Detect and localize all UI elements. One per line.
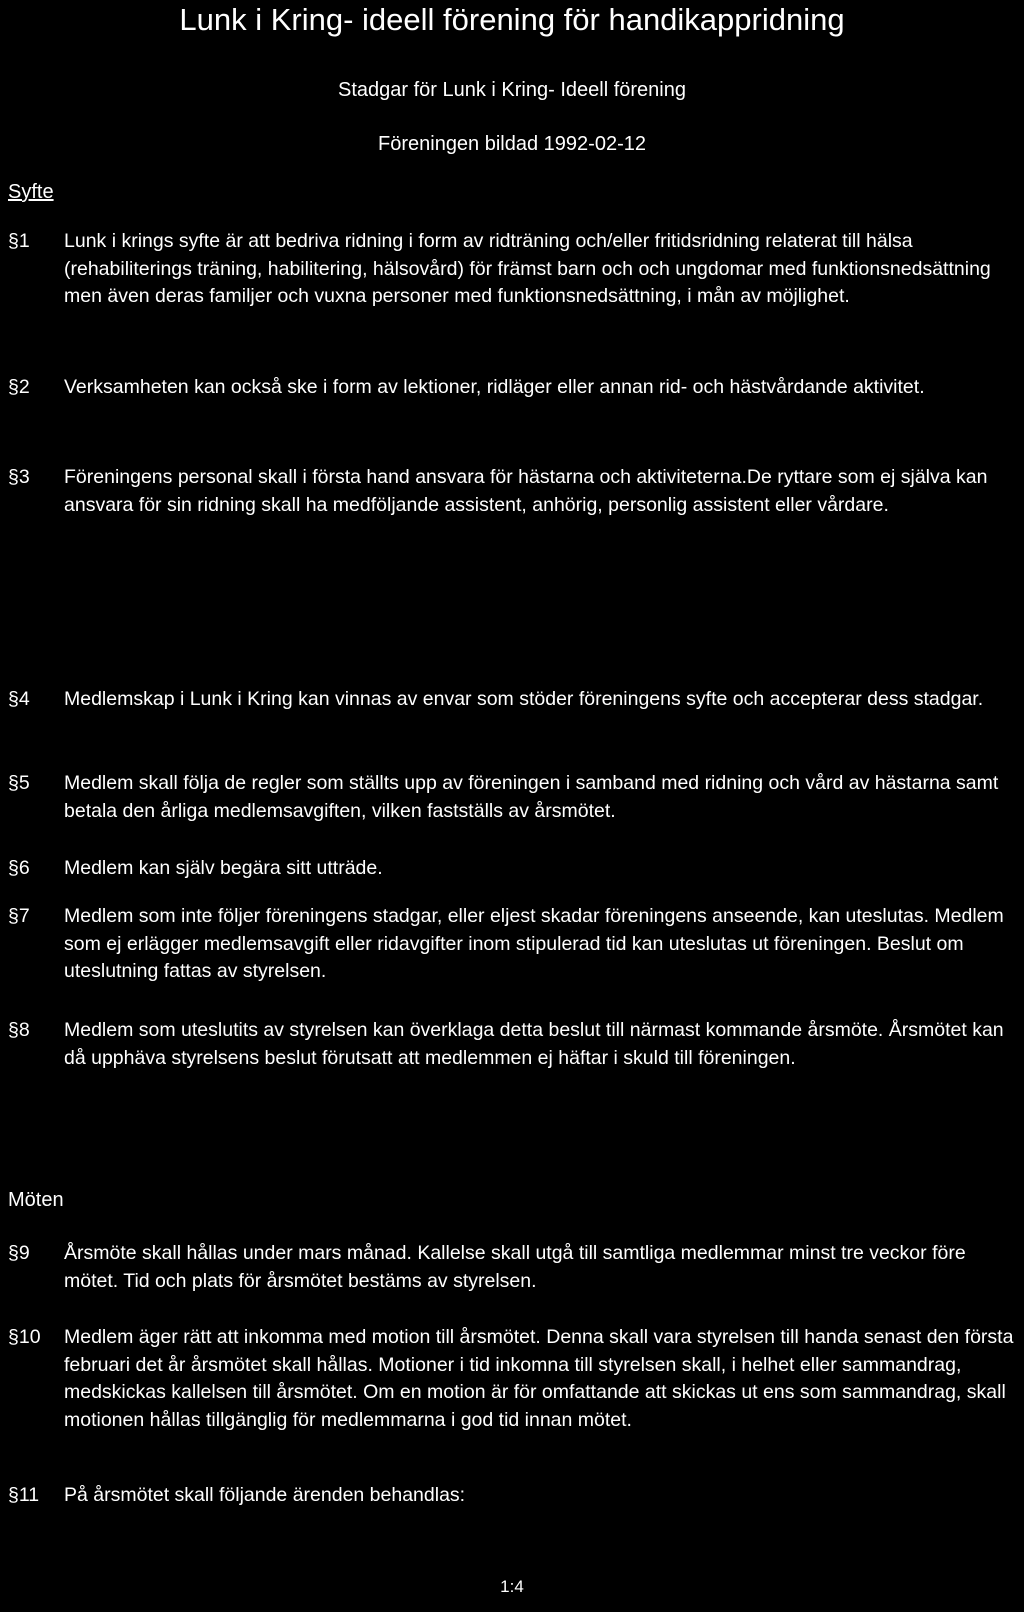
paragraph-text: Medlem skall följa de regler som ställts upp av föreningen i samband med ridning och vård av hästarna samt betala den årliga medlemsavgiften, vilken fastställs av årsmötet. bbox=[64, 772, 999, 822]
paragraph-text: Verksamheten kan också ske i form av lektioner, ridläger eller annan rid- och hästvårdande aktivitet. bbox=[64, 376, 925, 398]
paragraph-11 bbox=[8, 1482, 1024, 1510]
founded-date: Föreningen bildad 1992-02-12 bbox=[378, 133, 646, 155]
paragraph-5 bbox=[8, 770, 1024, 825]
paragraph-9 bbox=[8, 1240, 1024, 1295]
paragraph-number: §5 bbox=[8, 772, 30, 794]
paragraph-number: §3 bbox=[8, 466, 30, 488]
paragraph-3 bbox=[8, 464, 1024, 519]
paragraph-number: §7 bbox=[8, 905, 30, 927]
paragraph-number: §6 bbox=[8, 857, 30, 879]
paragraph-text: Medlem kan själv begära sitt utträde. bbox=[64, 857, 383, 879]
paragraph-text: Årsmöte skall hållas under mars månad. Kallelse skall utgå till samtliga medlemmar minst tre veckor före mötet. Tid och plats för årsmötet bestäms av styrelsen. bbox=[64, 1242, 966, 1292]
paragraph-6 bbox=[8, 855, 1024, 883]
paragraph-number: §8 bbox=[8, 1019, 30, 1041]
document-subtitle: Stadgar för Lunk i Kring- Ideell förening bbox=[338, 79, 686, 101]
paragraph-text: På årsmötet skall följande ärenden behandlas: bbox=[64, 1484, 466, 1506]
page-number: 1:4 bbox=[500, 1577, 524, 1596]
paragraph-number: §9 bbox=[8, 1242, 30, 1264]
paragraph-1 bbox=[8, 228, 1024, 311]
paragraph-4 bbox=[8, 686, 1024, 714]
paragraph-number: §11 bbox=[8, 1484, 40, 1506]
paragraph-text: Medlemskap i Lunk i Kring kan vinnas av envar som stöder föreningens syfte och accepterar dess stadgar. bbox=[64, 688, 984, 710]
paragraph-number: §1 bbox=[8, 230, 30, 252]
paragraph-text: Medlem äger rätt att inkomma med motion till årsmötet. Denna skall vara styrelsen till handa senast den första februari det år årsmötet skall hållas. Motioner i tid inkomna till styrelsen skall, i helhet eller sammandrag, medskickas kallelsen till årsmötet. Om en motion är för omfattande att skickas ut ens som sammandrag, skall motionen hållas tillgänglig för medlemmarna i god tid innan mötet. bbox=[64, 1326, 1014, 1431]
document-title: Lunk i Kring- ideell förening för handikappridning bbox=[179, 2, 845, 37]
section-heading-moten: Möten bbox=[8, 1189, 64, 1211]
paragraph-text: Föreningens personal skall i första hand ansvara för hästarna och aktiviteterna.De ryttare som ej själva kan ansvara för sin ridning skall ha medföljande assistent, anhörig, personlig assistent eller vårdare. bbox=[64, 466, 988, 516]
paragraph-text: Medlem som uteslutits av styrelsen kan överklaga detta beslut till närmast kommande årsmöte. Årsmötet kan då upphäva styrelsens beslut förutsatt att medlemmen ej häftar i skuld till föreningen. bbox=[64, 1019, 1004, 1069]
section-heading-syfte: Syfte bbox=[8, 181, 54, 203]
paragraph-text: Medlem som inte följer föreningens stadgar, eller eljest skadar föreningens anseende, kan uteslutas. Medlem som ej erlägger medlemsavgift eller ridavgifter inom stipulerad tid kan uteslutas ut föreningen. Beslut om uteslutning fattas av styrelsen. bbox=[64, 905, 1004, 982]
paragraph-8 bbox=[8, 1017, 1024, 1072]
paragraph-2 bbox=[8, 374, 1024, 402]
paragraph-number: §10 bbox=[8, 1326, 41, 1348]
paragraph-7 bbox=[8, 903, 1024, 986]
paragraph-text: Lunk i krings syfte är att bedriva ridning i form av ridträning och/eller fritidsridning relaterat till hälsa (rehabiliterings träning, habilitering, hälsovård) för främst barn och och ungdomar med funktionsnedsättning men även deras familjer och vuxna personer med funktionsnedsättning, i mån av möjlighet. bbox=[64, 230, 991, 307]
paragraph-number: §4 bbox=[8, 688, 30, 710]
paragraph-10 bbox=[8, 1324, 1024, 1434]
paragraph-number: §2 bbox=[8, 376, 30, 398]
